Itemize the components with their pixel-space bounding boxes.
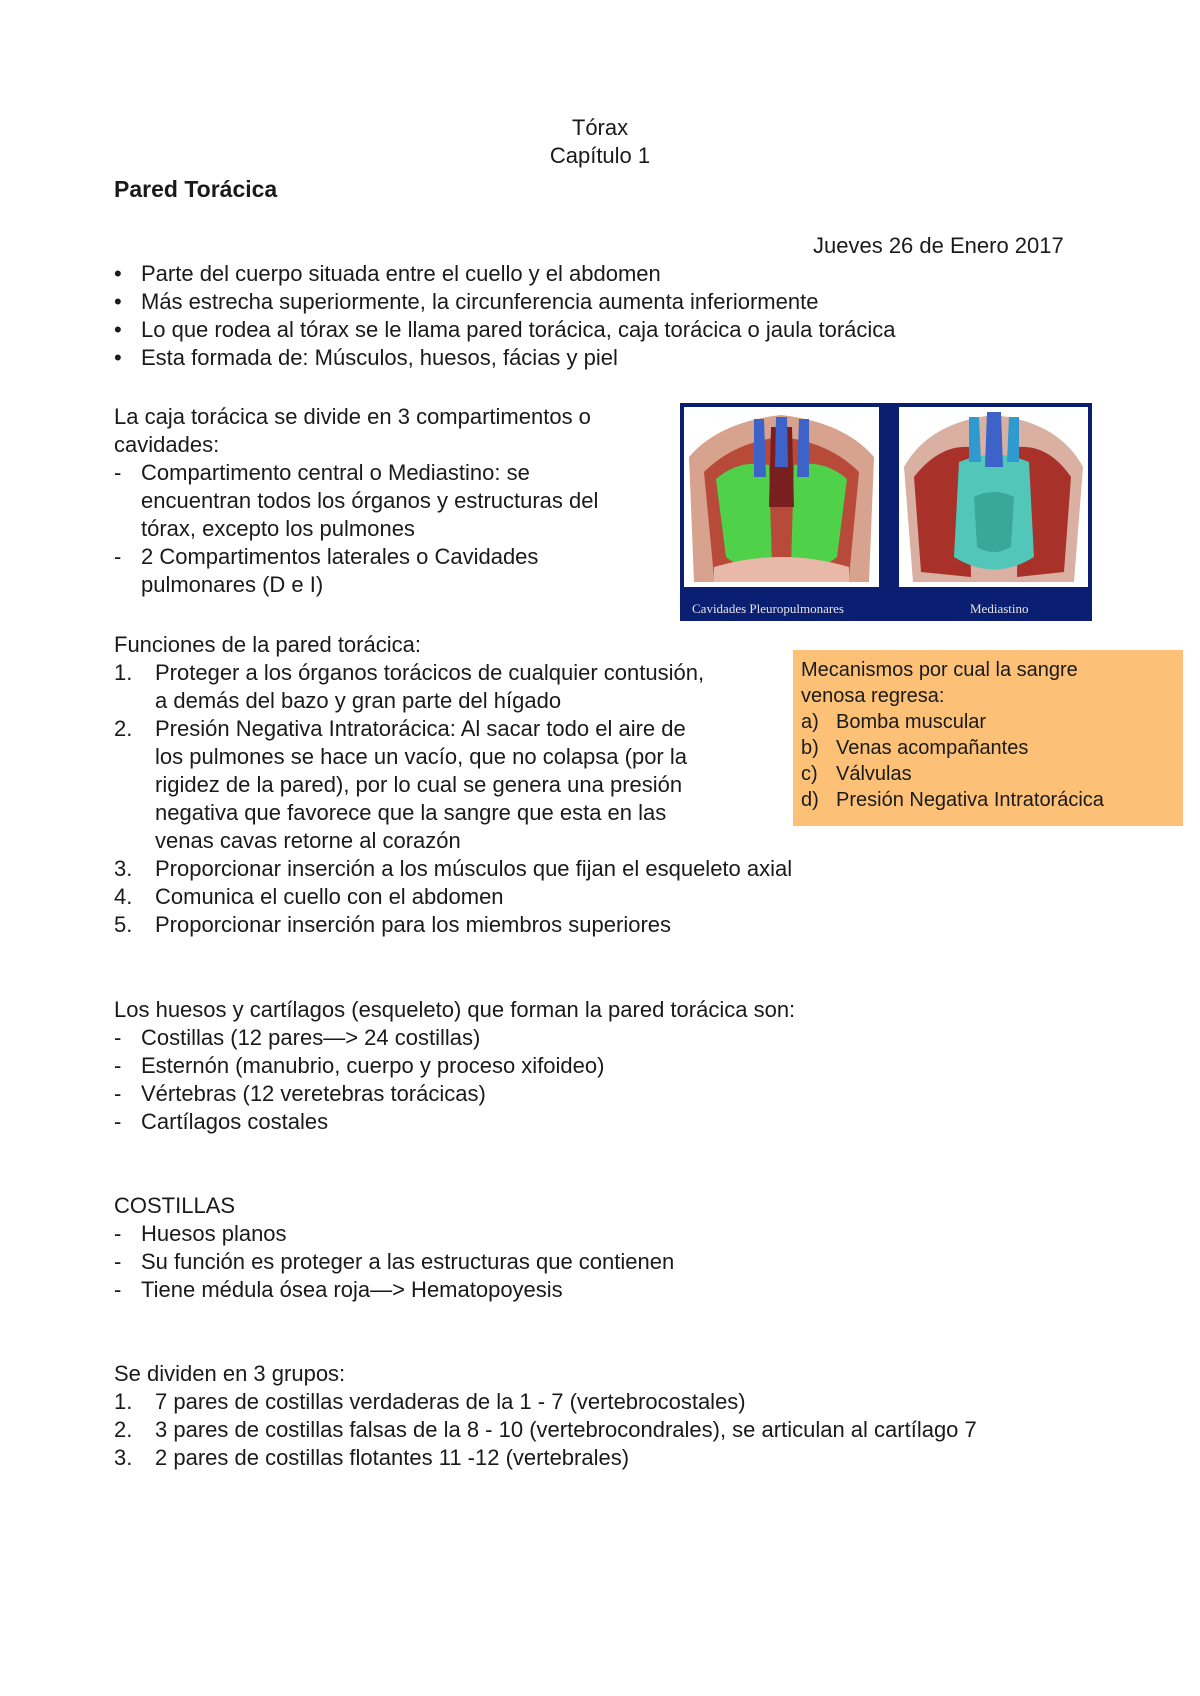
list-item: Comunica el cuello con el abdomen: [155, 884, 504, 909]
section-title: Pared Torácica: [114, 176, 278, 202]
callout-letter: c): [801, 763, 818, 785]
list-item: Costillas (12 pares—> 24 costillas): [141, 1025, 481, 1050]
callout-item: Válvulas: [836, 763, 912, 785]
callout-letter: b): [801, 737, 819, 759]
list-item-cont: rigidez de la pared), por lo cual se genera una presión: [155, 772, 683, 797]
dash-icon: -: [114, 1221, 122, 1246]
list-number: 1.: [114, 660, 133, 685]
list-number: 3.: [114, 856, 133, 881]
mediastinum-illustration: [899, 407, 1088, 587]
callout-letter: a): [801, 711, 819, 733]
list-item: Cartílagos costales: [141, 1109, 329, 1134]
pleuropulmonary-cavities-illustration: [684, 407, 879, 587]
list-item-cont: venas cavas retorne al corazón: [155, 828, 461, 853]
list-item-cont: los pulmones se hace un vacío, que no colapsa (por la: [155, 744, 687, 769]
callout-title-cont: venosa regresa:: [801, 685, 945, 707]
list-number: 2.: [114, 716, 133, 741]
list-item: Parte del cuerpo situada entre el cuello y el abdomen: [141, 261, 661, 286]
list-item: Proteger a los órganos torácicos de cualquier contusión,: [155, 660, 705, 685]
list-item: Tiene médula ósea roja—> Hematopoyesis: [141, 1277, 563, 1302]
callout-item: Venas acompañantes: [836, 737, 1029, 759]
list-item: Proporcionar inserción a los músculos que fijan el esqueleto axial: [155, 856, 793, 881]
dash-icon: -: [114, 1249, 122, 1274]
date-label: Jueves 26 de Enero 2017: [813, 233, 1064, 258]
dash-icon: -: [114, 1277, 122, 1302]
list-item: 7 pares de costillas verdaderas de la 1 - 7 (vertebrocostales): [155, 1389, 746, 1414]
bullet-icon: •: [114, 345, 122, 370]
list-item: Proporcionar inserción para los miembros superiores: [155, 912, 672, 937]
bullet-icon: •: [114, 261, 122, 286]
list-number: 3.: [114, 1445, 133, 1470]
bullet-icon: •: [114, 317, 122, 342]
list-item: 2 pares de costillas flotantes 11 -12 (vertebrales): [155, 1445, 630, 1470]
compartments-intro-cont: cavidades:: [114, 432, 220, 457]
callout-item: Bomba muscular: [836, 711, 987, 733]
callout-title: Mecanismos por cual la sangre: [801, 659, 1078, 681]
list-item: 3 pares de costillas falsas de la 8 - 10 (vertebrocondrales), se articulan al cartílago 7: [155, 1417, 977, 1442]
dash-icon: -: [114, 1053, 122, 1078]
list-item-cont: negativa que favorece que la sangre que esta en las: [155, 800, 667, 825]
list-item: Su función es proteger a las estructuras que contienen: [141, 1249, 675, 1274]
list-number: 1.: [114, 1389, 133, 1414]
callout-item: Presión Negativa Intratorácica: [836, 789, 1104, 811]
list-item: Esternón (manubrio, cuerpo y proceso xifoideo): [141, 1053, 605, 1078]
list-number: 2.: [114, 1417, 133, 1442]
bullet-icon: •: [114, 289, 122, 314]
functions-heading: Funciones de la pared torácica:: [114, 632, 421, 657]
document-title: Tórax: [571, 115, 629, 140]
list-item-cont: a demás del bazo y gran parte del hígado: [155, 688, 562, 713]
list-item-cont: tórax, excepto los pulmones: [141, 516, 415, 541]
groups-heading: Se dividen en 3 grupos:: [114, 1361, 346, 1386]
compartments-intro: La caja torácica se divide en 3 compartimentos o: [114, 404, 591, 429]
list-item: Esta formada de: Músculos, huesos, fácias y piel: [141, 345, 618, 370]
dash-icon: -: [114, 544, 122, 569]
venous-return-callout: [793, 650, 1183, 826]
list-item: 2 Compartimentos laterales o Cavidades: [141, 544, 539, 569]
anatomy-figure: [680, 403, 1092, 621]
figure-caption-left: Cavidades Pleuropulmonares: [692, 601, 844, 616]
list-item: Vértebras (12 veretebras torácicas): [141, 1081, 486, 1106]
list-item-cont: pulmonares (D e I): [141, 572, 324, 597]
dash-icon: -: [114, 460, 122, 485]
list-item-cont: encuentran todos los órganos y estructuras del: [141, 488, 599, 513]
bones-heading: Los huesos y cartílagos (esqueleto) que forman la pared torácica son:: [114, 997, 796, 1022]
list-item: Huesos planos: [141, 1221, 287, 1246]
list-item: Presión Negativa Intratorácica: Al sacar todo el aire de: [155, 716, 686, 741]
figure-caption-right: Mediastino: [970, 601, 1029, 616]
ribs-heading: COSTILLAS: [114, 1193, 236, 1218]
list-item: Más estrecha superiormente, la circunferencia aumenta inferiormente: [141, 289, 819, 314]
list-item: Lo que rodea al tórax se le llama pared torácica, caja torácica o jaula torácica: [141, 317, 896, 342]
dash-icon: -: [114, 1081, 122, 1106]
list-number: 5.: [114, 912, 133, 937]
dash-icon: -: [114, 1109, 122, 1134]
callout-letter: d): [801, 789, 819, 811]
list-item: Compartimento central o Mediastino: se: [141, 460, 530, 485]
list-number: 4.: [114, 884, 133, 909]
dash-icon: -: [114, 1025, 122, 1050]
chapter-label: Capítulo 1: [549, 143, 651, 168]
